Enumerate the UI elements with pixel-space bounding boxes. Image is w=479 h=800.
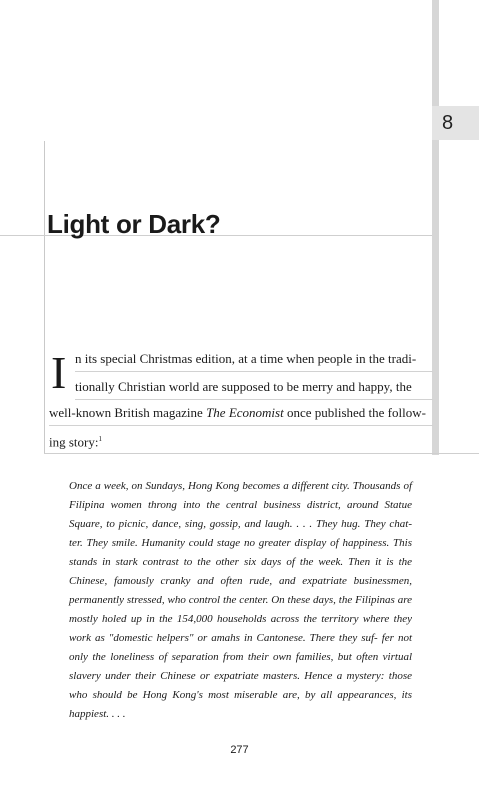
opening-line-1 (75, 347, 433, 372)
block-quote (69, 477, 412, 724)
quote-line: This stands in stark contrast to the other six days of the week. Then it is (69, 537, 413, 568)
quote-line: its happiest. . . . (69, 689, 413, 720)
opening-line-2-text: tionally Christian world are supposed to be merry and happy, the (75, 379, 412, 394)
quote-line: they work as "domestic helpers" or amahs in Cantonese. There they suf- (69, 613, 412, 644)
quote-line: those who should be Hong Kong's most miserable are, by all appearances, (69, 670, 413, 701)
magazine-title: The Economist (206, 405, 284, 420)
opening-line-3-before: well-known British magazine (49, 405, 207, 420)
footnote-marker: 1 (98, 435, 102, 443)
quote-line: the Chinese, famously cranky and often rude, and expatriate businessmen, (69, 556, 413, 587)
right-margin-bar (432, 0, 439, 455)
opening-line-3-after: once published the follow- (283, 405, 426, 420)
quote-line: are mostly holed up in the 154,000 households across the territory where (69, 594, 412, 625)
opening-line-4 (49, 427, 433, 454)
quote-line: ter. They smile. Humanity could stage no greater display of happiness. (69, 537, 390, 549)
drop-cap: I (51, 347, 67, 398)
opening-line-3 (49, 401, 433, 426)
left-margin-rule (44, 141, 45, 453)
chapter-title: Light or Dark? (47, 209, 221, 239)
chapter-number-tab (432, 106, 479, 140)
quote-line: of Filipina women throng into the central business district, around Statue (69, 480, 412, 511)
quote-line: virtual slavery under their Chinese or expatriate masters. Hence a mystery: (69, 651, 413, 682)
opening-line-2 (75, 375, 433, 400)
quote-line: fer not only the loneliness of separation from their own families, but often (69, 632, 412, 663)
page-number: 277 (230, 744, 249, 756)
quote-line: Square, to picnic, dance, sing, gossip, and laugh. . . . They hug. They chat- (69, 518, 412, 530)
quote-line: permanently stressed, who control the center. On these days, the Filipinas (69, 594, 395, 606)
quote-line: Once a week, on Sundays, Hong Kong becomes a different city. Thousands (69, 480, 401, 492)
opening-line-4-text: ing story: (49, 434, 99, 450)
opening-line-1-text: n its special Christmas edition, at a time when people in the tradi- (75, 351, 417, 366)
chapter-number: 8 (442, 112, 454, 134)
